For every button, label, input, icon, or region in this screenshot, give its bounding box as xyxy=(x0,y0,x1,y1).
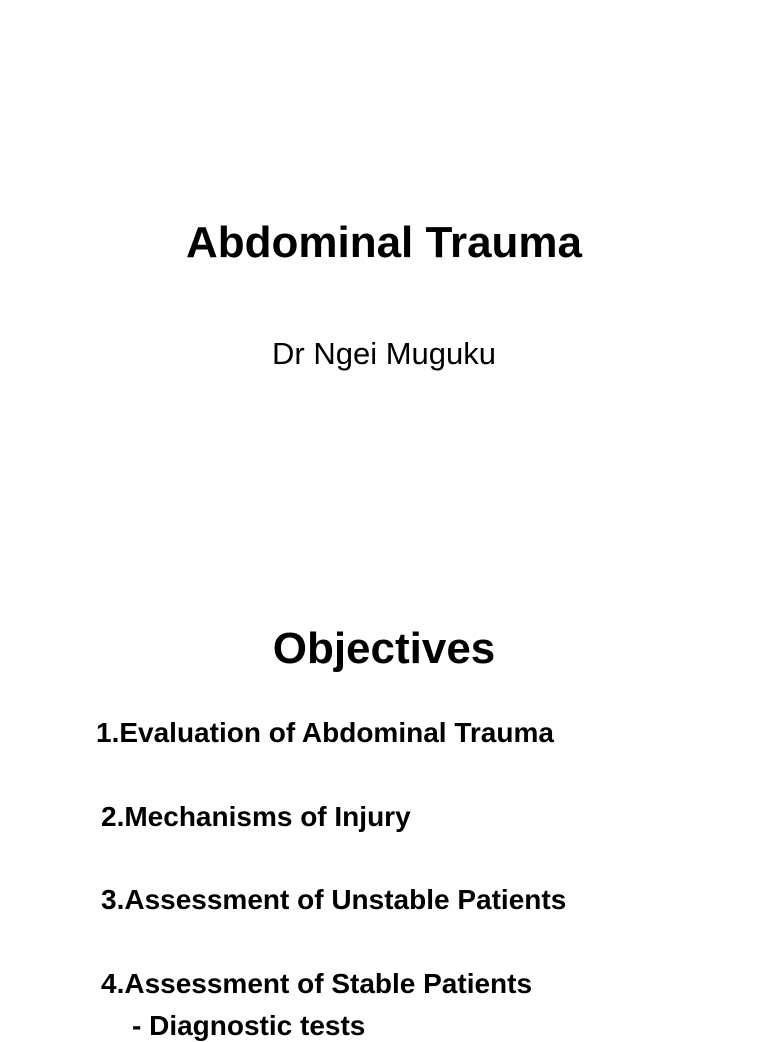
objective-item: 3.Assessment of Unstable Patients xyxy=(101,884,567,915)
title-slide xyxy=(0,0,768,520)
slide-title: Objectives xyxy=(272,624,496,673)
objective-item: 4.Assessment of Stable Patients xyxy=(101,968,533,999)
slide-subtitle-author: Dr Ngei Muguku xyxy=(272,336,496,371)
objectives-slide xyxy=(0,520,768,1041)
objective-subitem: - Diagnostic tests xyxy=(132,1010,366,1041)
slide-title: Abdominal Trauma xyxy=(185,218,583,267)
objective-item: 1.Evaluation of Abdominal Trauma xyxy=(96,717,554,748)
objective-item: 2.Mechanisms of Injury xyxy=(101,801,411,832)
